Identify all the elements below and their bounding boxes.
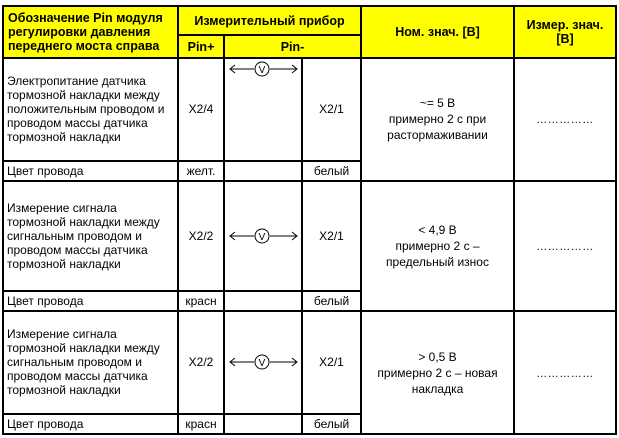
- header-measured-value: Измер. знач. [В]: [514, 6, 616, 58]
- header-pin-plus: Pin+: [178, 35, 224, 58]
- pin-minus-value: X2/1: [302, 311, 361, 414]
- header-instrument: Измерительный прибор: [178, 6, 361, 35]
- wire-color-spacer: [224, 414, 302, 434]
- table-row: [3, 181, 616, 291]
- voltmeter-icon: [228, 61, 300, 77]
- pin-plus-value: X2/2: [178, 181, 224, 291]
- wire-color-plus: красн: [178, 291, 224, 311]
- measured-value-placeholder: ……………: [536, 240, 594, 253]
- wire-color-label: Цвет провода: [3, 414, 178, 434]
- table-row: [3, 58, 616, 161]
- nominal-value-primary: ~= 5 В: [419, 96, 456, 111]
- measured-value-placeholder: ……………: [536, 367, 594, 380]
- wire-color-minus: белый: [302, 291, 361, 311]
- nominal-value: [361, 311, 514, 434]
- wire-color-plus: желт.: [178, 161, 224, 181]
- voltmeter-symbol-label: V: [258, 65, 266, 76]
- pin-measurement-table: [2, 5, 617, 435]
- voltmeter-icon: [228, 228, 300, 244]
- wire-color-minus: белый: [302, 161, 361, 181]
- header-pin-designation: Обозначение Pin модуля регулировки давления переднего моста справа: [3, 6, 178, 58]
- nominal-value-note: примерно 2 с – новая накладка: [377, 365, 498, 396]
- pin-plus-value: X2/2: [178, 311, 224, 414]
- nominal-value: [361, 58, 514, 181]
- voltmeter-icon: [228, 354, 300, 370]
- header-nominal-value: Ном. знач. [В]: [361, 6, 514, 58]
- wire-color-label: Цвет провода: [3, 291, 178, 311]
- wire-color-minus: белый: [302, 414, 361, 434]
- nominal-value-primary: > 0,5 В: [418, 349, 457, 364]
- nominal-value-primary: < 4,9 В: [418, 222, 457, 237]
- voltmeter-symbol: [224, 58, 302, 161]
- voltmeter-symbol: [224, 181, 302, 291]
- wire-color-spacer: [224, 291, 302, 311]
- header-pin-minus: Pin-: [224, 35, 361, 58]
- pin-minus-value: X2/1: [302, 58, 361, 161]
- nominal-value-note: примерно 2 с – предельный износ: [386, 238, 489, 269]
- table-row: [3, 311, 616, 414]
- measured-value: [514, 58, 616, 181]
- row-description: Электропитание датчика тормозной накладки между положительным проводом и проводом массы датчика тормозной накладки: [3, 58, 178, 161]
- voltmeter-symbol: [224, 311, 302, 414]
- pin-plus-value: X2/4: [178, 58, 224, 161]
- row-description: Измерение сигнала тормозной накладки между сигнальным проводом и проводом массы датчика тормозной накладки: [3, 311, 178, 414]
- wire-color-spacer: [224, 161, 302, 181]
- nominal-value: [361, 181, 514, 311]
- measured-value: [514, 311, 616, 434]
- measured-value-placeholder: ……………: [536, 114, 594, 127]
- row-description: Измерение сигнала тормозной накладки между сигнальным проводом и проводом массы датчика тормозной накладки: [3, 181, 178, 291]
- pin-minus-value: X2/1: [302, 181, 361, 291]
- wire-color-label: Цвет провода: [3, 161, 178, 181]
- voltmeter-symbol-label: V: [258, 358, 266, 370]
- wire-color-plus: красн: [178, 414, 224, 434]
- measured-value: [514, 181, 616, 311]
- nominal-value-note: примерно 2 с при растормаживании: [387, 112, 488, 143]
- voltmeter-symbol-label: V: [258, 231, 266, 243]
